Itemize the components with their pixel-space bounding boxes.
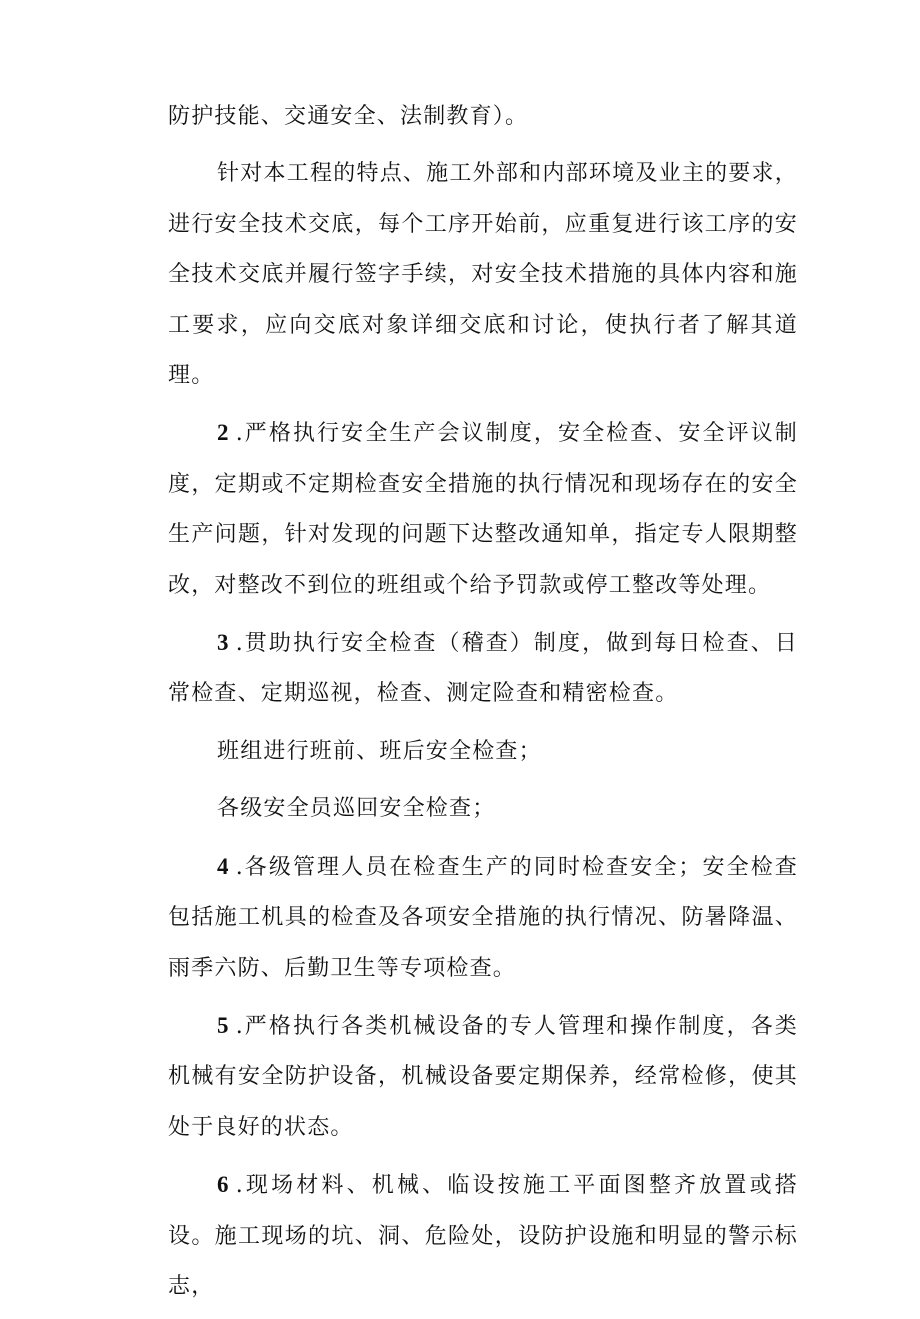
paragraph-technical-briefing: [168, 149, 798, 401]
paragraph-team-check: [168, 727, 798, 777]
item-number: 4: [217, 853, 230, 879]
paragraph-text: 各级安全员巡回安全检查；: [217, 796, 496, 822]
paragraph-text: .贯助执行安全检查（稽查）制度，做到每日检查、日常检查、定期巡视，检查、测定险查和精密检查。: [168, 631, 798, 707]
item-number: 2: [217, 420, 230, 446]
paragraph-text: .严格执行各类机械设备的专人管理和操作制度，各类机械有安全防护设备，机械设备要定期保养，经常检修，使其处于良好的状态。: [168, 1013, 798, 1140]
paragraph-text: .严格执行安全生产会议制度，安全检查、安全评议制度，定期或不定期检查安全措施的执行情况和现场存在的安全生产问题，针对发现的问题下达整改通知单，指定专人限期整改，对整改不到位的班组或个给予罚款或停工整改等处理。: [168, 421, 798, 598]
item-number: 3: [217, 630, 230, 656]
item-number: 6: [217, 1172, 230, 1198]
paragraph-item-3: [168, 618, 798, 720]
paragraph-item-5: [168, 1001, 798, 1153]
paragraph-text: 针对本工程的特点、施工外部和内部环境及业主的要求，进行安全技术交底，每个工序开始前，应重复进行该工序的安全技术交底并履行签字手续，对安全技术措施的具体内容和施工要求，应向交底对象详细交底和讨论，使执行者了解其道理。: [168, 161, 798, 389]
paragraph-continuation: [168, 92, 798, 142]
paragraph-text: .各级管理人员在检查生产的同时检查安全；安全检查包括施工机具的检查及各项安全措施的执行情况、防暑降温、雨季六防、后勤卫生等专项检查。: [168, 854, 798, 981]
paragraph-item-2: [168, 408, 798, 611]
paragraph-item-4: [168, 842, 798, 994]
item-number: 5: [217, 1012, 230, 1038]
paragraph-text: .现场材料、机械、临设按施工平面图整齐放置或搭设。施工现场的坑、洞、危险处，设防护设施和明显的警示标志，: [168, 1173, 798, 1299]
body-text: [168, 92, 798, 1319]
paragraph-safety-officer-check: [168, 784, 798, 834]
paragraph-text: 班组进行班前、班后安全检查；: [217, 738, 542, 764]
paragraph-text: 防护技能、交通安全、法制教育）。: [168, 104, 529, 129]
paragraph-item-6: [168, 1160, 798, 1312]
